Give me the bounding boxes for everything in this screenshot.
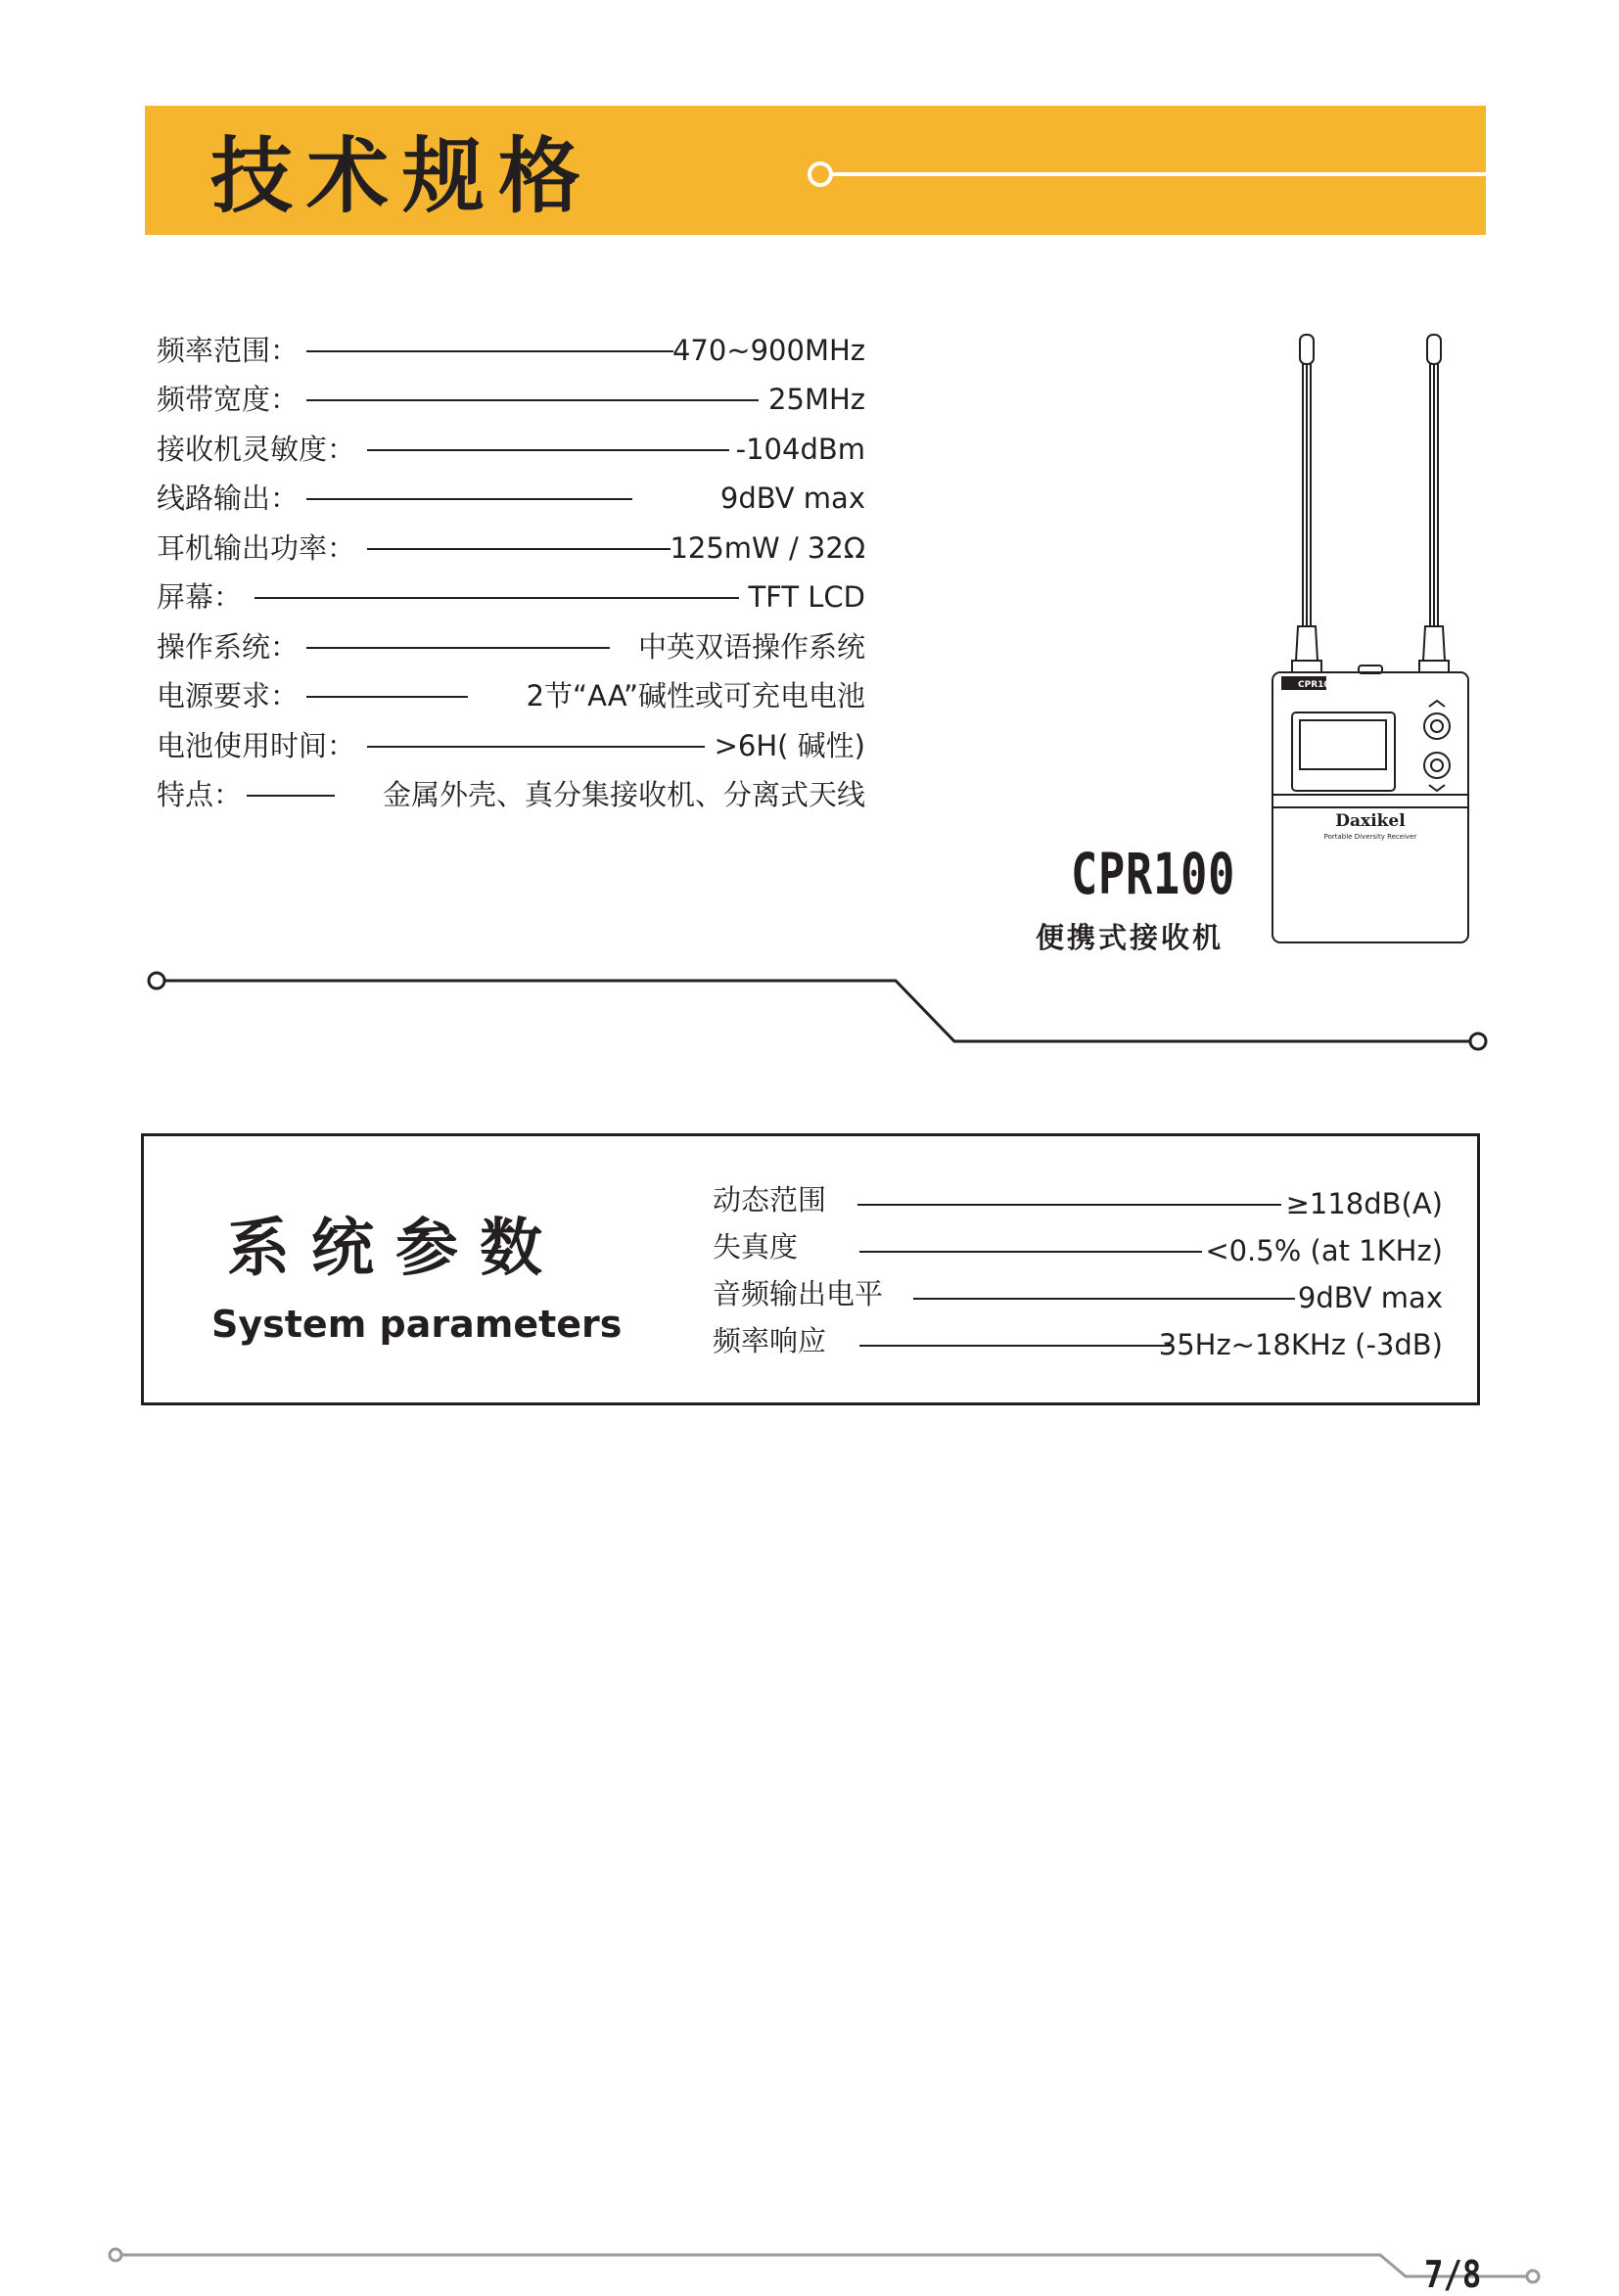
param-row-audio-output-level — [713, 1274, 1443, 1313]
param-label: 频率响应 — [713, 1324, 827, 1357]
param-label: 音频输出电平 — [713, 1277, 884, 1310]
section-divider-line — [0, 959, 1619, 1057]
model-name: CPR100 — [1071, 841, 1236, 907]
spec-value: TFT LCD — [748, 580, 865, 614]
header-decorative-line — [803, 157, 1488, 196]
spec-row-bandwidth — [157, 380, 865, 419]
page-number: 7/8 — [1424, 2253, 1482, 2296]
param-value: 35Hz~18KHz (-3dB) — [1158, 1328, 1443, 1361]
leader-line — [367, 548, 671, 550]
spec-value: 470~900MHz — [671, 334, 865, 367]
system-parameters-title-en: System parameters — [211, 1303, 623, 1346]
spec-label: 频带宽度： — [157, 383, 300, 416]
spec-label: 线路输出： — [157, 482, 300, 515]
spec-label: 电池使用时间： — [157, 729, 356, 762]
leader-line — [254, 597, 739, 599]
param-value: ≥118dB(A) — [1285, 1187, 1443, 1220]
page-title: 技术规格 — [210, 128, 595, 224]
spec-label: 操作系统： — [157, 630, 300, 664]
spec-row-power — [157, 676, 865, 715]
leader-line — [306, 498, 632, 500]
system-parameters-title-cn: 系统参数 — [227, 1213, 564, 1285]
leader-line — [859, 1345, 1171, 1347]
device-plate-label: CPR100 — [1298, 680, 1336, 690]
device-brand-logo: Daxikel — [1335, 811, 1406, 831]
spec-value: 2节“AA”碱性或可充电电池 — [526, 679, 865, 712]
spec-value: 中英双语操作系统 — [637, 630, 865, 664]
leader-line — [306, 399, 759, 401]
leader-line — [306, 350, 673, 352]
param-row-dynamic-range — [713, 1180, 1443, 1219]
spec-row-battery-life — [157, 726, 865, 765]
spec-value: 金属外壳、真分集接收机、分离式天线 — [382, 778, 865, 811]
leader-line — [857, 1204, 1281, 1206]
spec-row-features — [157, 775, 865, 814]
param-row-frequency-response — [713, 1321, 1443, 1360]
leader-line — [306, 647, 610, 649]
model-subtitle: 便携式接收机 — [1035, 921, 1224, 954]
spec-value: 9dBV max — [719, 482, 865, 515]
spec-value: -104dBm — [735, 433, 865, 466]
spec-row-screen — [157, 577, 865, 617]
spec-label: 频率范围： — [157, 334, 300, 367]
spec-row-line-output — [157, 479, 865, 518]
spec-value: 25MHz — [768, 383, 865, 416]
spec-label: 电源要求： — [157, 679, 300, 712]
spec-row-headphone-output — [157, 528, 865, 568]
device-brand-subtitle: Portable Diversity Receiver — [1323, 833, 1417, 841]
spec-label: 特点： — [157, 778, 243, 811]
receiver-illustration — [1253, 323, 1488, 959]
param-row-distortion — [713, 1227, 1443, 1266]
spec-value: 125mW / 32Ω — [670, 531, 865, 565]
spec-label: 屏幕： — [157, 580, 243, 614]
param-label: 动态范围 — [713, 1183, 827, 1217]
leader-line — [367, 746, 705, 748]
leader-line — [913, 1298, 1295, 1300]
footer-line — [0, 2241, 1619, 2289]
spec-row-sensitivity — [157, 430, 865, 469]
leader-line — [247, 795, 335, 797]
leader-line — [367, 449, 729, 451]
leader-line — [859, 1251, 1202, 1253]
param-value: <0.5% (at 1KHz) — [1205, 1234, 1443, 1267]
spec-label: 接收机灵敏度： — [157, 433, 356, 466]
spec-row-frequency-range — [157, 331, 865, 370]
param-label: 失真度 — [713, 1230, 799, 1263]
spec-label: 耳机输出功率： — [157, 531, 356, 565]
spec-value: >6H( 碱性) — [714, 729, 865, 762]
spec-row-operating-system — [157, 627, 865, 666]
param-value: 9dBV max — [1297, 1281, 1443, 1314]
leader-line — [306, 696, 468, 698]
